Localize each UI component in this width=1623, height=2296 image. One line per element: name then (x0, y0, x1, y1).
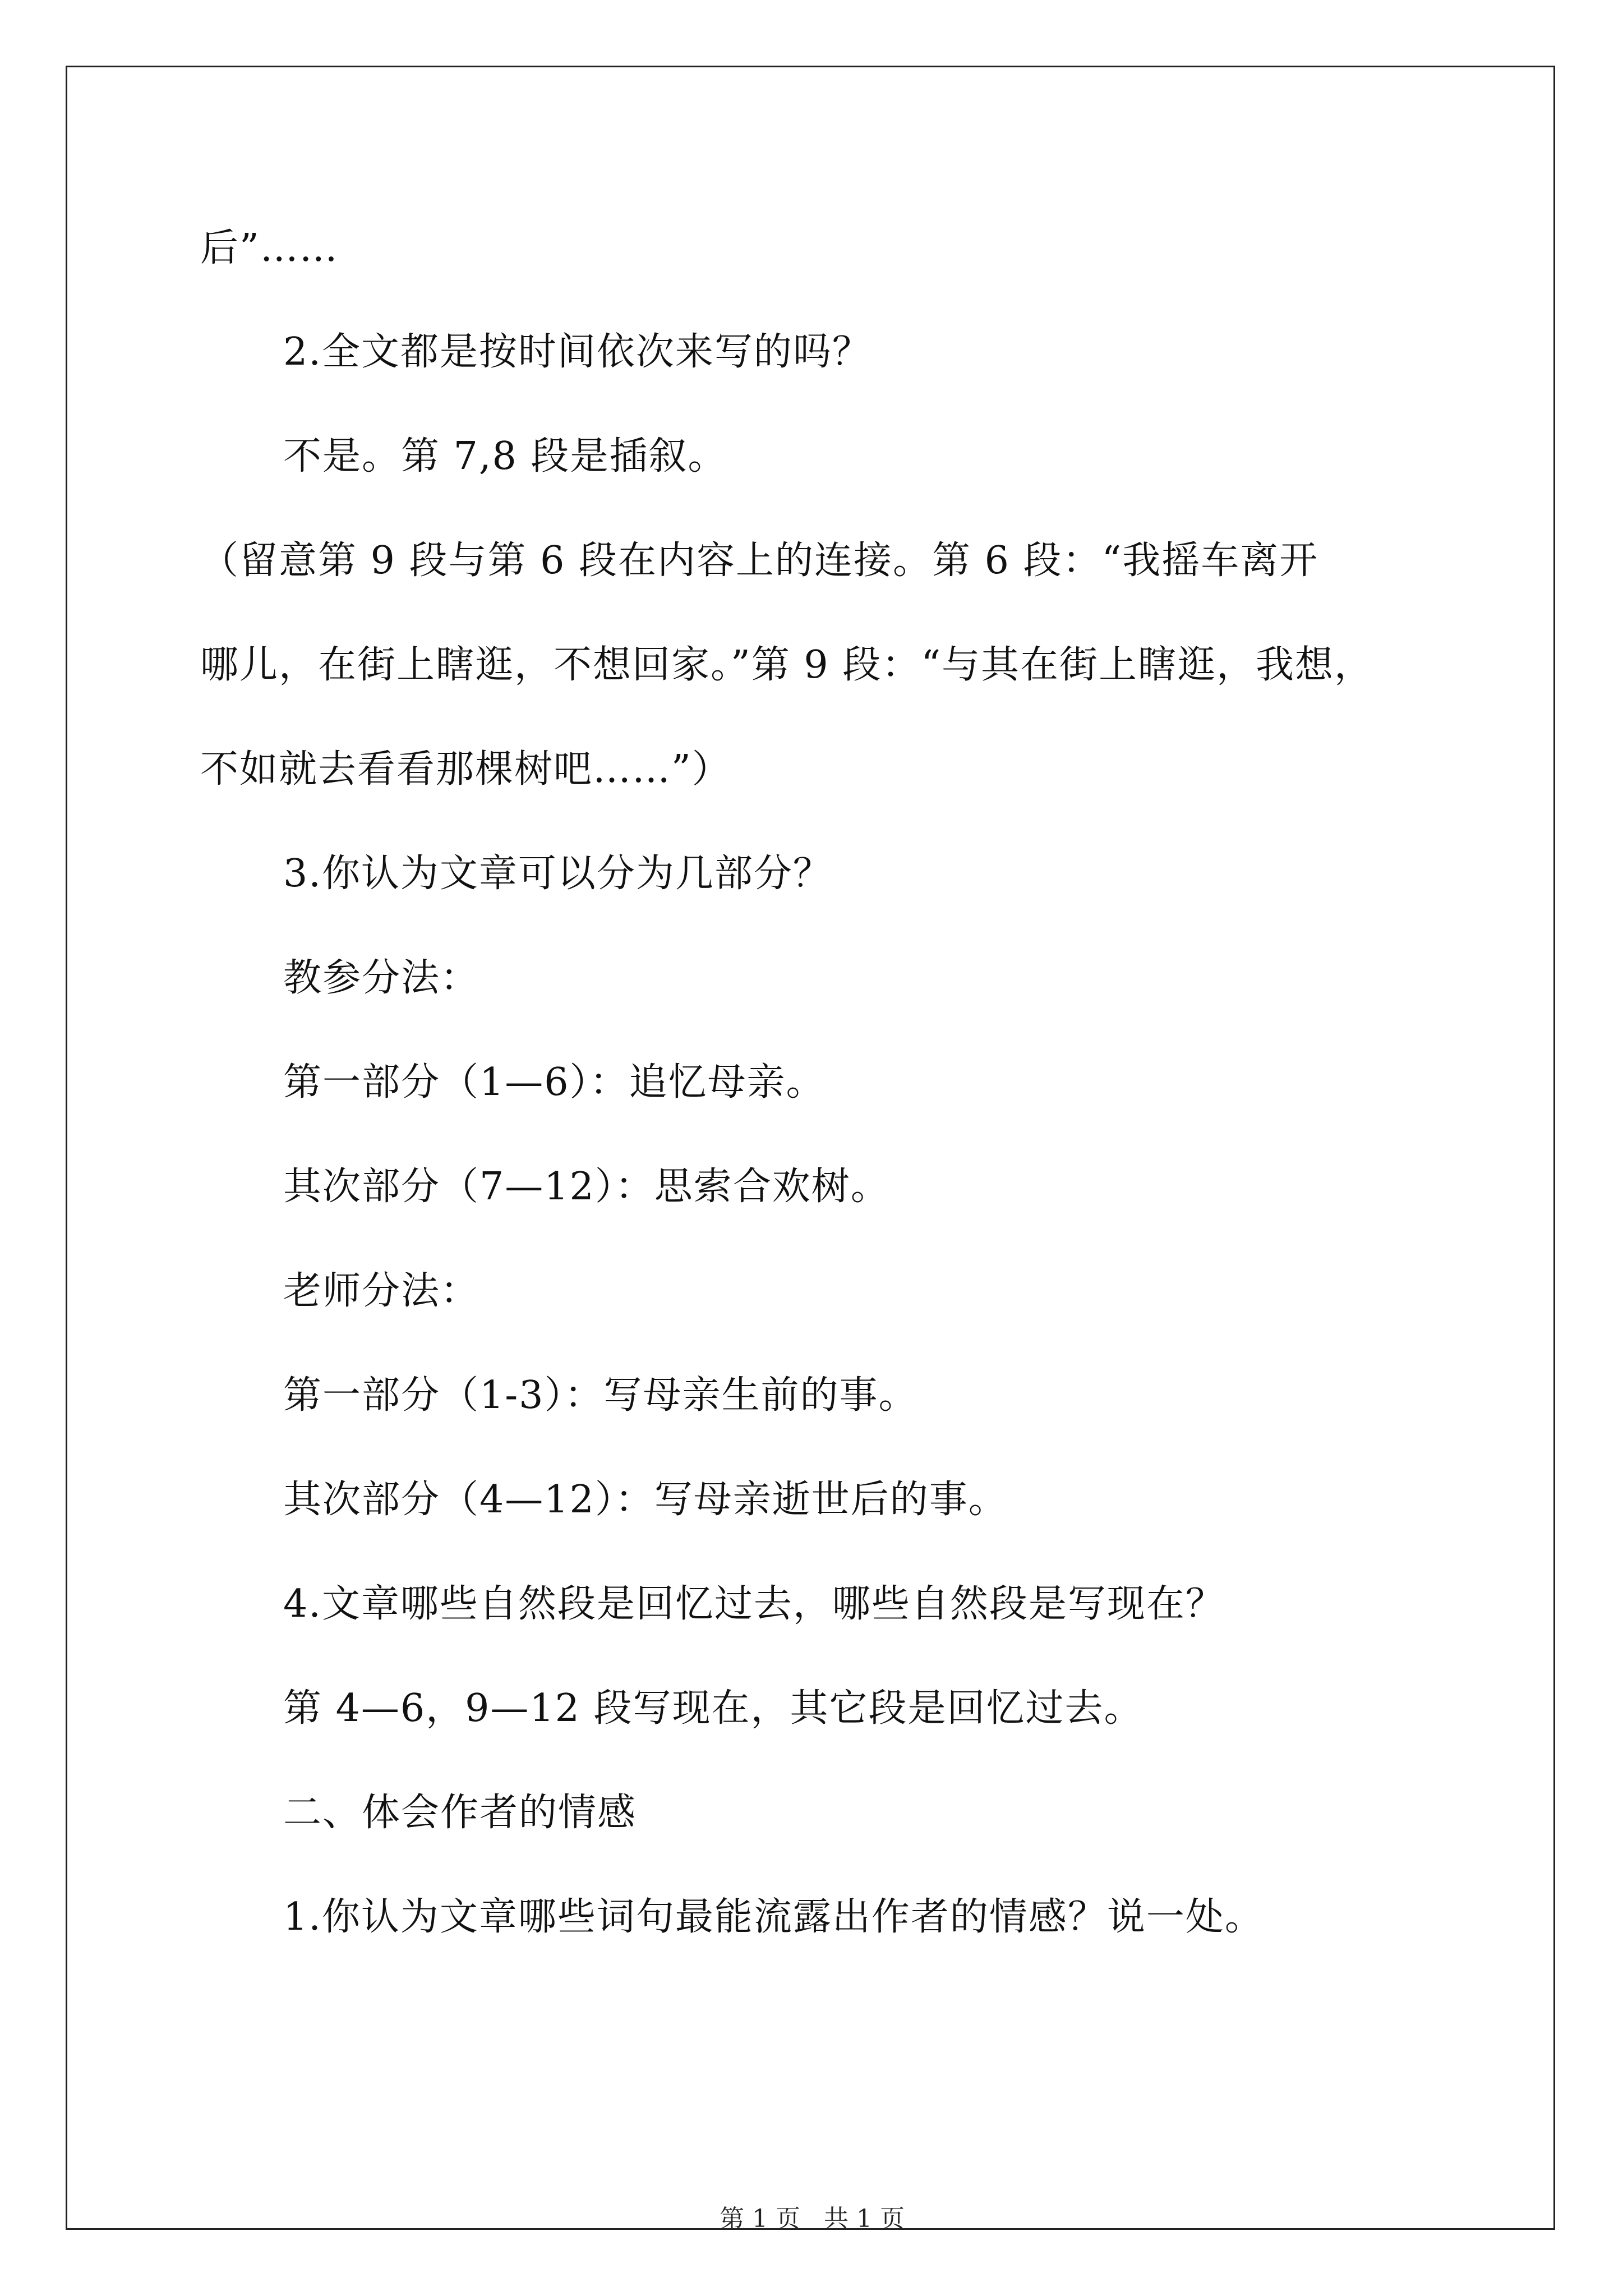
text-line: 第 4—6，9—12 段写现在，其它段是回忆过去。 (283, 1686, 1144, 1731)
text-line: 哪儿，在街上瞎逛，不想回家。”第 9 段：“与其在街上瞎逛，我想， (200, 643, 1374, 687)
text-line: 其次部分（4—12）：写母亲逝世后的事。 (283, 1478, 1008, 1522)
text-line: 其次部分（7—12）：思索合欢树。 (283, 1165, 890, 1209)
text-line: 教参分法： (283, 956, 480, 1000)
text-line: 1.你认为文章哪些词句最能流露出作者的情感？说一处。 (283, 1895, 1264, 1939)
text-line: 4.文章哪些自然段是回忆过去，哪些自然段是写现在？ (283, 1582, 1225, 1626)
page-border (66, 66, 1555, 2233)
text-line: 二、体会作者的情感 (283, 1791, 637, 1835)
page-number: 第 1 页 (720, 2205, 801, 2233)
text-line: 后”…… (200, 226, 339, 270)
text-line: 老师分法： (283, 1269, 480, 1313)
text-line: 不是。第 7,8 段是插叙。 (283, 434, 727, 478)
text-line: （留意第 9 段与第 6 段在内容上的连接。第 6 段：“我摇车离开 (200, 539, 1319, 583)
text-line: 第一部分（1-3）：写母亲生前的事。 (283, 1373, 918, 1418)
text-line: 不如就去看看那棵树吧……”） (200, 747, 731, 792)
page-total: 共 1 页 (823, 2205, 905, 2233)
text-line: 第一部分（1—6）：追忆母亲。 (283, 1060, 826, 1105)
footer-separator (800, 2205, 824, 2233)
page-footer (67, 2203, 1557, 2235)
text-line: 2.全文都是按时间依次来写的吗？ (283, 330, 872, 374)
text-line: 3.你认为文章可以分为几部分？ (283, 852, 832, 896)
